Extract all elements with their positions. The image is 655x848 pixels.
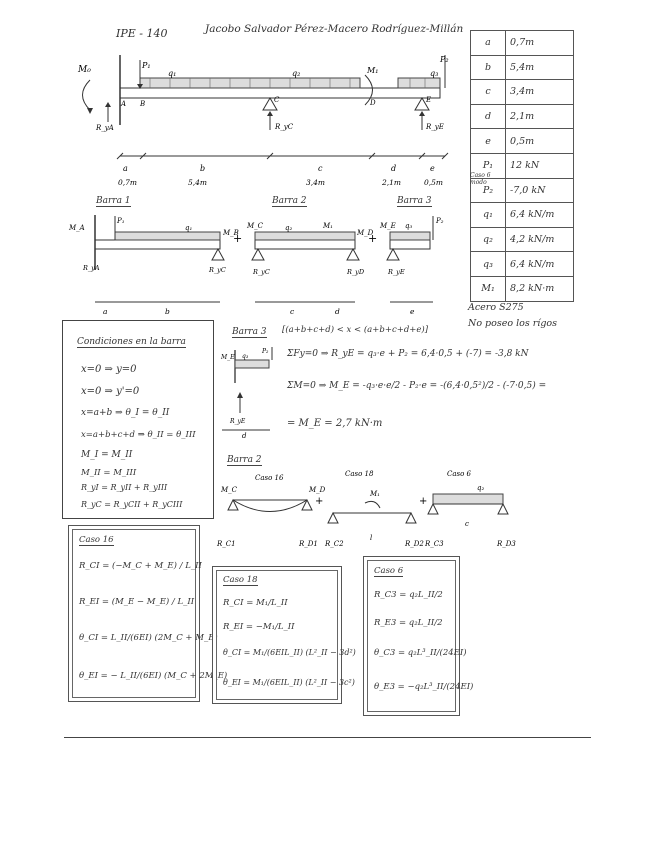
svg-text:R_yA: R_yA xyxy=(83,264,100,272)
svg-text:d: d xyxy=(391,164,397,173)
svg-text:M₁: M₁ xyxy=(367,66,379,75)
condition-line: M_I = M_II xyxy=(81,450,133,460)
svg-text:R_yD: R_yD xyxy=(347,268,365,276)
table-side-note: Caso 6 modo xyxy=(470,172,491,186)
svg-text:d: d xyxy=(335,307,340,316)
svg-text:c: c xyxy=(465,520,469,528)
svg-text:M_D: M_D xyxy=(309,486,326,494)
bar2-title: Barra 2 xyxy=(272,196,307,206)
table-value: 0,5m xyxy=(506,129,574,154)
main-beam-diagram xyxy=(60,50,470,190)
case6-box xyxy=(363,556,474,716)
svg-text:M₁: M₁ xyxy=(323,222,333,230)
svg-text:q₃: q₃ xyxy=(242,353,249,360)
svg-text:M_D: M_D xyxy=(357,229,374,237)
svg-text:b: b xyxy=(165,307,170,316)
svg-text:q₃: q₃ xyxy=(430,69,439,78)
svg-text:M_E: M_E xyxy=(380,222,396,230)
svg-text:+: + xyxy=(419,496,428,507)
formula-line: θ_C3 = q₂L³_II/(24EI) xyxy=(374,648,467,658)
profile-label: IPE - 140 xyxy=(116,27,168,40)
svg-text:q₃: q₃ xyxy=(405,222,413,230)
barra2-title: Barra 2 xyxy=(227,455,262,465)
svg-text:+: + xyxy=(315,496,324,507)
svg-text:M₁: M₁ xyxy=(370,490,380,498)
table-value: -7,0 kN xyxy=(506,178,574,203)
svg-text:A: A xyxy=(121,100,127,108)
formula-line: R_CI = M₁/L_II xyxy=(223,598,288,608)
svg-text:e: e xyxy=(410,307,415,316)
table-row xyxy=(471,227,574,252)
svg-text:P₂: P₂ xyxy=(262,348,269,355)
table-row xyxy=(471,104,574,129)
svg-text:P₁: P₁ xyxy=(142,61,151,70)
formula-line: θ_CI = M₁/(6EIL_II) (L²_II − 3d²) xyxy=(223,648,356,657)
formula-line: R_C3 = q₂L_II/2 xyxy=(374,590,443,600)
svg-text:R_C2: R_C2 xyxy=(325,540,344,548)
table-row xyxy=(471,80,574,105)
svg-text:Caso 16: Caso 16 xyxy=(255,474,284,482)
table-value: 6,4 kN/m xyxy=(506,252,574,277)
table-value: 6,4 kN/m xyxy=(506,203,574,228)
barra3-eq-forces: ΣFy=0 ⇒ R_yE = q₃·e + P₂ = 6,4·0,5 + (-7) = -3,8 kN xyxy=(287,349,529,359)
formula-line: R_EI = −M₁/L_II xyxy=(223,622,295,632)
condition-line: R_yI = R_yII + R_yIII xyxy=(81,483,168,492)
data-table xyxy=(470,30,574,302)
svg-text:q₂: q₂ xyxy=(285,224,293,232)
condition-line: R_yC = R_yCII + R_yCIII xyxy=(81,500,183,509)
formula-line: θ_EI = − L_II/(6EI) (M_C + 2M_E) xyxy=(79,671,228,681)
page-bottom-rule xyxy=(64,737,591,738)
condition-line: x=a+b+c+d ⇒ θ_II = θ_III xyxy=(81,430,196,440)
formula-line: θ_EI = M₁/(6EIL_II) (L²_II − 3c²) xyxy=(223,678,355,687)
svg-text:q₂: q₂ xyxy=(477,484,485,492)
svg-text:M_A: M_A xyxy=(69,224,85,232)
table-row xyxy=(471,31,574,56)
table-key: q₂ xyxy=(471,227,506,252)
svg-text:c: c xyxy=(318,164,323,173)
svg-text:0,7m: 0,7m xyxy=(118,178,138,187)
split-bars-diagram xyxy=(65,210,465,320)
svg-text:R_C1: R_C1 xyxy=(217,540,236,548)
barra3-result: = M_E = 2,7 kN·m xyxy=(287,418,383,429)
svg-text:R_yC: R_yC xyxy=(209,266,226,274)
table-key: q₃ xyxy=(471,252,506,277)
label-m0: M₀ xyxy=(78,65,91,75)
svg-text:c: c xyxy=(290,307,295,316)
svg-text:R_yE: R_yE xyxy=(388,268,405,276)
table-row xyxy=(471,129,574,154)
formula-line: θ_E3 = −q₂L³_II/(24EI) xyxy=(374,682,474,692)
formula-line: R_CI = (−M_C + M_E) / L_II xyxy=(79,561,202,571)
svg-text:E: E xyxy=(426,96,432,104)
table-key: q₁ xyxy=(471,203,506,228)
svg-text:3,4m: 3,4m xyxy=(306,178,326,187)
table-key: b xyxy=(471,55,506,80)
svg-text:P₂: P₂ xyxy=(440,55,449,64)
svg-text:a: a xyxy=(103,307,108,316)
table-key: M₁ xyxy=(471,276,506,301)
svg-text:0,5m: 0,5m xyxy=(424,178,444,187)
svg-text:R_D2: R_D2 xyxy=(405,540,424,548)
table-value: 12 kN xyxy=(506,153,574,178)
svg-text:R_yA: R_yA xyxy=(96,124,114,132)
svg-text:P₂: P₂ xyxy=(436,217,444,225)
svg-text:C: C xyxy=(274,96,280,104)
svg-text:b: b xyxy=(200,164,206,173)
condition-line: M_II = M_III xyxy=(81,468,137,478)
bar3-title: Barra 3 xyxy=(397,196,432,206)
svg-text:R_yE: R_yE xyxy=(426,123,444,131)
table-value: 4,2 kN/m xyxy=(506,227,574,252)
case18-box xyxy=(212,566,356,704)
svg-text:D: D xyxy=(370,99,376,107)
formula-line: R_E3 = q₂L_II/2 xyxy=(374,618,443,628)
svg-text:R_yC: R_yC xyxy=(275,123,294,131)
table-key: a xyxy=(471,31,506,56)
svg-text:+: + xyxy=(368,232,378,245)
svg-text:Caso 6: Caso 6 xyxy=(447,470,472,478)
bar1-title: Barra 1 xyxy=(96,196,131,206)
table-value: 0,7m xyxy=(506,31,574,56)
svg-text:M_B: M_B xyxy=(223,229,239,237)
author-name: Jacobo Salvador Pérez-Macero Rodríguez-Millán xyxy=(205,23,464,35)
svg-text:B: B xyxy=(140,100,146,108)
formula-line: θ_CI = L_II/(6EI) (2M_C + M_E) xyxy=(79,633,218,643)
table-note: No poseo los rígos xyxy=(468,318,557,329)
barra3-range: [(a+b+c+d) < x < (a+b+c+d+e)] xyxy=(282,325,429,335)
svg-text:R_C3: R_C3 xyxy=(425,540,444,548)
table-key: P₁ xyxy=(471,153,506,178)
table-key: d xyxy=(471,104,506,129)
barra2-cases-diagram xyxy=(215,468,525,553)
table-key: e xyxy=(471,129,506,154)
barra3-diagram xyxy=(220,345,280,440)
svg-text:q₁: q₁ xyxy=(185,224,193,232)
table-value: 8,2 kN·m xyxy=(506,276,574,301)
formula-line: R_EI = (M_E − M_E) / L_II xyxy=(79,597,195,607)
svg-text:d: d xyxy=(242,432,247,440)
table-value: 3,4m xyxy=(506,80,574,105)
case18-title: Caso 18 xyxy=(223,575,258,585)
svg-text:M_C: M_C xyxy=(247,222,264,230)
barra3-eq-moments: ΣM=0 ⇒ M_E = -q₃·e·e/2 - P₂·e = -(6,4·0,5²)/2 - (-7·0,5) = xyxy=(287,381,547,391)
case6-title: Caso 6 xyxy=(374,566,404,576)
svg-text:R_yE: R_yE xyxy=(230,418,246,425)
svg-text:M_E: M_E xyxy=(221,354,235,361)
svg-text:R_D3: R_D3 xyxy=(497,540,516,548)
condition-line: x=0 ⇒ y'=0 xyxy=(81,386,140,397)
table-key: c xyxy=(471,80,506,105)
table-value: 2,1m xyxy=(506,104,574,129)
svg-text:e: e xyxy=(430,164,435,173)
svg-text:q₁: q₁ xyxy=(168,69,177,78)
svg-text:5,4m: 5,4m xyxy=(188,178,208,187)
table-row xyxy=(471,55,574,80)
table-row xyxy=(471,203,574,228)
steel-grade: Acero S275 xyxy=(468,302,524,313)
svg-text:a: a xyxy=(123,164,128,173)
condition-line: x=0 ⇒ y=0 xyxy=(81,364,137,375)
conditions-title: Condiciones en la barra xyxy=(77,337,186,347)
case16-title: Caso 16 xyxy=(79,535,114,545)
svg-text:q₂: q₂ xyxy=(292,69,301,78)
table-row xyxy=(471,276,574,301)
condition-line: x=a+b ⇒ θ_I = θ_II xyxy=(81,408,170,418)
svg-text:R_yC: R_yC xyxy=(253,268,270,276)
svg-text:2,1m: 2,1m xyxy=(382,178,402,187)
table-key: P₂ xyxy=(471,178,506,203)
svg-text:+: + xyxy=(233,232,243,245)
svg-text:Caso 18: Caso 18 xyxy=(345,470,374,478)
barra3-title: Barra 3 xyxy=(232,327,267,337)
svg-text:P₁: P₁ xyxy=(117,217,125,225)
svg-text:l: l xyxy=(370,534,373,542)
table-value: 5,4m xyxy=(506,55,574,80)
svg-text:R_D1: R_D1 xyxy=(299,540,318,548)
table-row xyxy=(471,252,574,277)
conditions-box xyxy=(62,320,214,519)
svg-text:M_C: M_C xyxy=(221,486,238,494)
